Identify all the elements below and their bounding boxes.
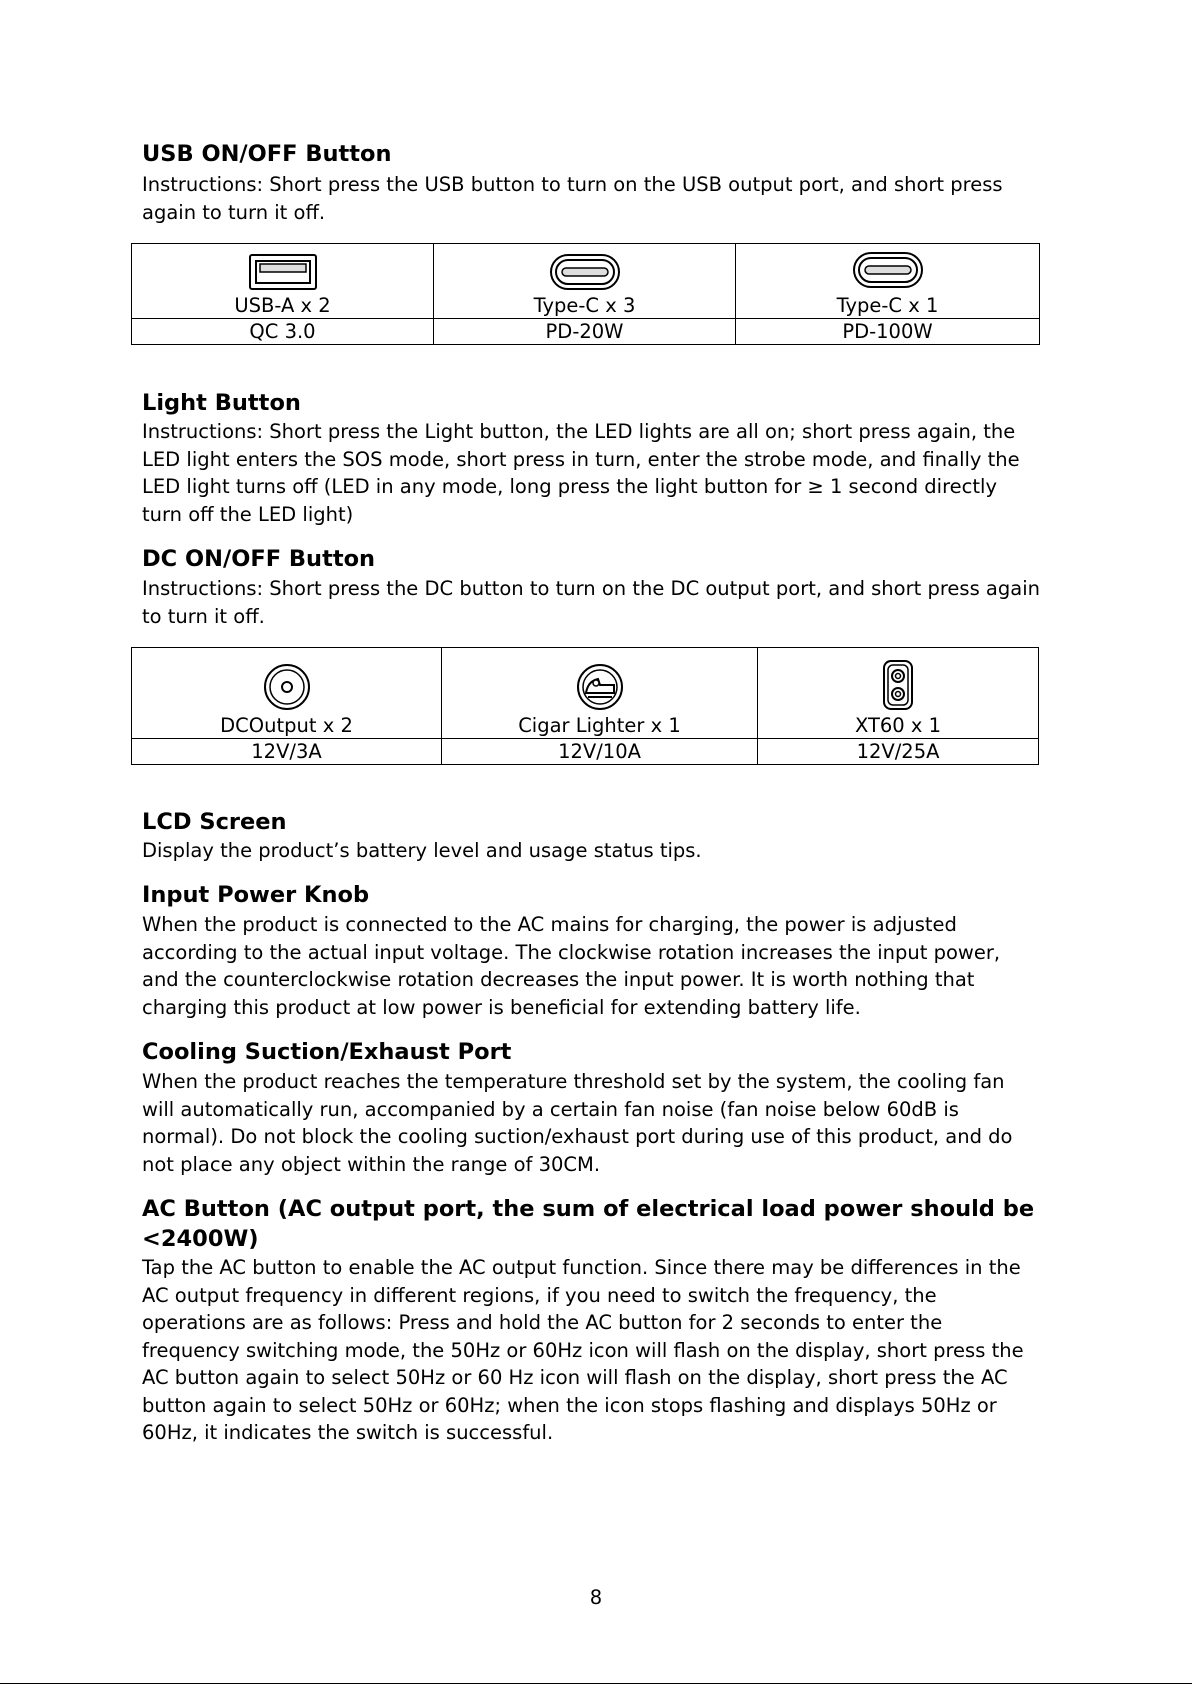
- dc-port-cell: [758, 648, 1039, 739]
- port-label: Cigar Lighter x 1: [518, 714, 681, 737]
- dc-ports-table: [131, 647, 1039, 765]
- usb-section-text: Instructions: Short press the USB button to turn on the USB output port, and short press again to turn it off.: [142, 173, 1003, 224]
- knob-section-title: Input Power Knob: [142, 882, 370, 908]
- usb-c-port-icon: [549, 253, 621, 291]
- dc-section-text: Instructions: Short press the DC button to turn on the DC output port, and short press again to turn it off.: [142, 577, 1040, 628]
- lcd-section-text: Display the product’s battery level and usage status tips.: [142, 839, 702, 862]
- usb-port-cell: [132, 244, 434, 319]
- port-spec: 12V/10A: [442, 739, 758, 765]
- dc-port-cell: [132, 648, 442, 739]
- usb-c-port-icon: [852, 251, 924, 289]
- cigar-lighter-port-icon: [576, 663, 624, 711]
- port-label: DCOutput x 2: [220, 714, 353, 737]
- dc-barrel-port-icon: [263, 663, 311, 711]
- port-spec: 12V/25A: [758, 739, 1039, 765]
- dc-port-cell: [442, 648, 758, 739]
- usb-port-cell: [434, 244, 736, 319]
- port-label: Type-C x 3: [533, 294, 636, 317]
- port-spec: PD-100W: [736, 319, 1040, 345]
- cooling-section-text: When the product reaches the temperature threshold set by the system, the cooling fan will automatically run, accompanied by a certain fan noise (fan noise below 60dB is normal). Do not block the cooling suction/exhaust port during use of this product, and do not place any object within the range of 30CM.: [142, 1070, 1013, 1176]
- ac-section-text: Tap the AC button to enable the AC output function. Since there may be differences in the AC output frequency in different regions, if you need to switch the frequency, the operations are as follows: Press and hold the AC button for 2 seconds to enter the frequency switching mode, the 50Hz or 60Hz icon will flash on the display, short press the AC button again to select 50Hz or 60 Hz icon will flash on the display, short press the AC button again to select 50Hz or 60Hz; when the icon stops flashing and displays 50Hz or 60Hz, it indicates the switch is successful.: [142, 1256, 1024, 1444]
- cooling-section-title: Cooling Suction/Exhaust Port: [142, 1039, 512, 1065]
- port-spec: PD-20W: [434, 319, 736, 345]
- lcd-section-title: LCD Screen: [142, 809, 287, 835]
- port-label: Type-C x 1: [836, 294, 939, 317]
- port-spec: QC 3.0: [132, 319, 434, 345]
- port-label: USB-A x 2: [234, 294, 331, 317]
- usb-section-title: USB ON/OFF Button: [142, 141, 392, 167]
- dc-section-title: DC ON/OFF Button: [142, 546, 376, 572]
- light-section-title: Light Button: [142, 390, 301, 416]
- port-spec: 12V/3A: [132, 739, 442, 765]
- usb-port-cell: [736, 244, 1040, 319]
- knob-section-text: When the product is connected to the AC mains for charging, the power is adjusted according to the actual input voltage. The clockwise rotation increases the input power, and the counterclockwise rotation decreases the input power. It is worth nothing that charging this product at low power is beneficial for extending battery life.: [142, 913, 1001, 1019]
- ac-section-title: AC Button (AC output port, the sum of electrical load power should be <2400W): [142, 1196, 1035, 1252]
- light-section-text: Instructions: Short press the Light button, the LED lights are all on; short press again, the LED light enters the SOS mode, short press in turn, enter the strobe mode, and finally the LED light turns off (LED in any mode, long press the light button for ≥ 1 second directly turn off the LED light): [142, 420, 1020, 526]
- usb-ports-table: [131, 243, 1040, 345]
- port-label: XT60 x 1: [854, 714, 942, 737]
- usb-a-port-icon: [248, 253, 318, 291]
- page-bottom-rule: [0, 1683, 1192, 1684]
- page-number: 8: [589, 1586, 603, 1609]
- xt60-port-icon: [882, 659, 914, 711]
